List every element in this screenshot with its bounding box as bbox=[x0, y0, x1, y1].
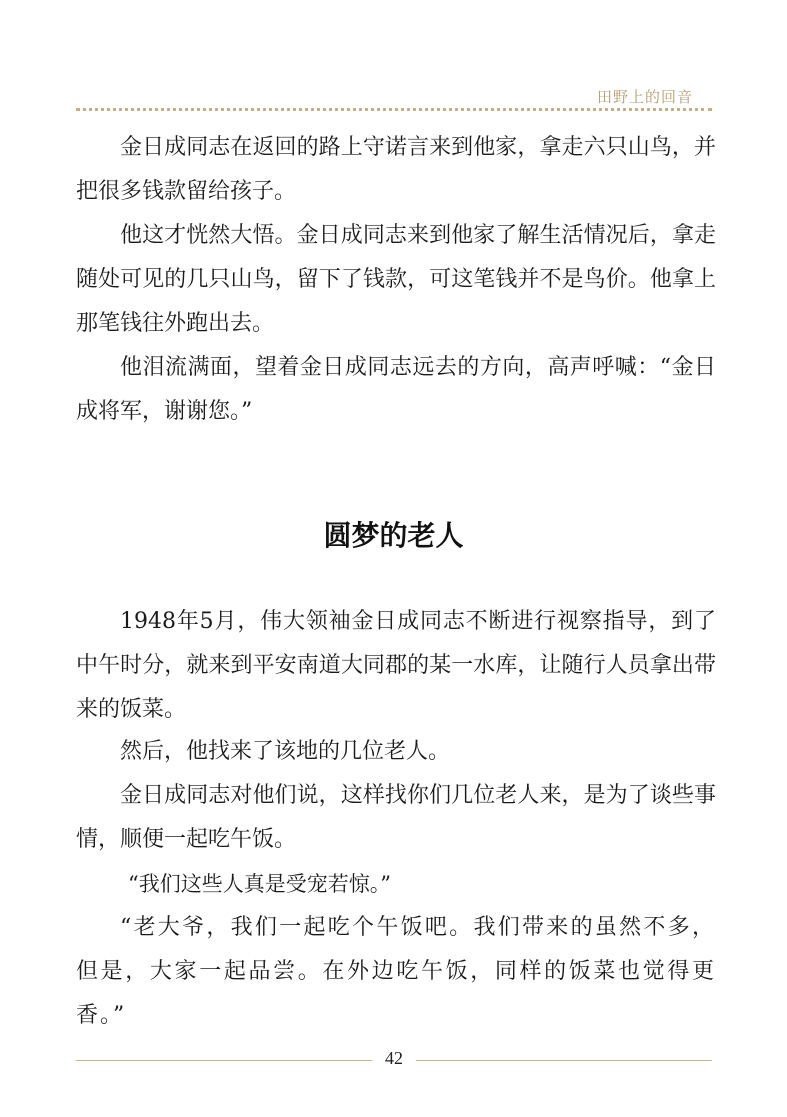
header-dotted-divider bbox=[76, 108, 712, 111]
paragraph: 1948年5月，伟大领袖金日成同志不断进行视察指导，到了中午时分，就来到平安南道大同郡的某一水库，让随行人员拿出带来的饭菜。 bbox=[76, 609, 716, 722]
paragraph: “我们这些人真是受宠若惊。” bbox=[128, 872, 391, 896]
running-header-title: 田野上的回音 bbox=[596, 88, 693, 106]
page-number: 42 bbox=[385, 1048, 403, 1068]
section-title: 圆梦的老人 bbox=[323, 519, 464, 552]
paragraph: 他泪流满面，望着金日成同志远去的方向，高声呼喊：“金日成将军，谢谢您。” bbox=[76, 355, 716, 424]
paragraph: 金日成同志在返回的路上守诺言来到他家，拿走六只山鸟，并把很多钱款留给孩子。 bbox=[76, 135, 716, 204]
paragraph: “老大爷，我们一起吃个午饭吧。我们带来的虽然不多，但是，大家一起品尝。在外边吃午饭，同样的饭菜也觉得更香。” bbox=[76, 915, 716, 1028]
footer-divider-left bbox=[76, 1060, 372, 1061]
footer-divider-right bbox=[416, 1060, 712, 1061]
paragraph: 他这才恍然大悟。金日成同志来到他家了解生活情况后，拿走随处可见的几只山鸟，留下了钱款，可这笔钱并不是鸟价。他拿上那笔钱往外跑出去。 bbox=[76, 223, 716, 336]
paragraph: 金日成同志对他们说，这样找你们几位老人来，是为了谈些事情，顺便一起吃午饭。 bbox=[76, 783, 716, 852]
paragraph: 然后，他找来了该地的几位老人。 bbox=[120, 739, 451, 764]
